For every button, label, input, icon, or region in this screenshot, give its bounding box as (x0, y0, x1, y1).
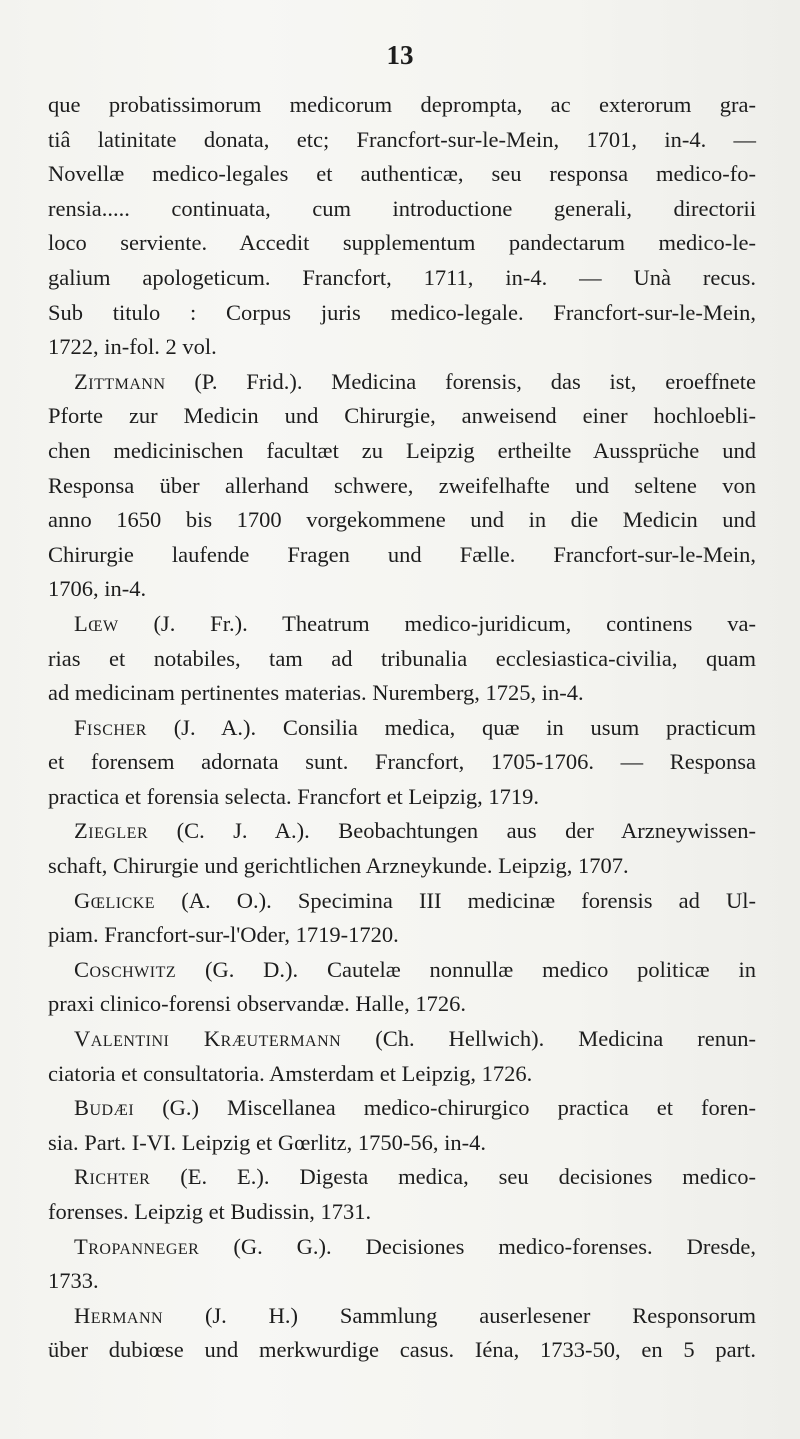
author-name: Richter (74, 1164, 151, 1190)
line-text: rias et notabiles, tam ad tribunalia ecclesiastica-civilia, quam (48, 645, 756, 671)
line-text: Chirurgie laufende Fragen und Fælle. Francfort-sur-le-Mein, (48, 541, 756, 567)
entry-first-line (48, 814, 756, 849)
text-line (48, 676, 756, 711)
text-line (48, 1057, 756, 1092)
text-line (48, 780, 756, 815)
line-text: (J. A.). Consilia medica, quæ in usum practicum (146, 714, 756, 740)
text-line (48, 469, 756, 504)
line-text: 1706, in-4. (48, 576, 147, 602)
line-text: ad medicinam pertinentes materias. Nuremberg, 1725, in-4. (48, 680, 584, 706)
line-text: loco serviente. Accedit supplementum pandectarum medico-le- (48, 230, 756, 256)
text-line (48, 572, 756, 607)
page-number: 13 (386, 40, 414, 70)
line-text: practica et forensia selecta. Francfort et Leipzig, 1719. (48, 783, 540, 809)
line-text: (C. J. A.). Beobachtungen aus der Arzneywissen- (148, 818, 756, 844)
text-line (48, 226, 756, 261)
text-line (48, 123, 756, 158)
text-line (48, 1195, 756, 1230)
line-text: tiâ latinitate donata, etc; Francfort-sur-le-Mein, 1701, in-4. — (48, 126, 756, 152)
line-text: Sub titulo : Corpus juris medico-legale. Francfort-sur-le-Mein, (48, 299, 756, 325)
line-text: ciatoria et consultatoria. Amsterdam et Leipzig, 1726. (48, 1060, 533, 1086)
line-text: (G. G.). Decisiones medico-forenses. Dresde, (199, 1233, 756, 1259)
line-text: galium apologeticum. Francfort, 1711, in-4. — Unà recus. (48, 264, 756, 290)
text-line (48, 918, 756, 953)
entry-first-line (48, 1299, 756, 1334)
text-line (48, 538, 756, 573)
line-text: que probatissimorum medicorum deprompta, ac exterorum gra- (48, 92, 756, 117)
line-text: Responsa über allerhand schwere, zweifelhafte und seltene von (48, 472, 756, 498)
text-line (48, 88, 756, 123)
entry-first-line (48, 884, 756, 919)
author-name: Gœlicke (74, 887, 156, 913)
line-text: praxi clinico-forensi observandæ. Halle, 1726. (48, 991, 467, 1017)
text-line (48, 157, 756, 192)
text-line (48, 296, 756, 331)
text-line (48, 987, 756, 1022)
entry-first-line (48, 607, 756, 642)
author-name: Hermann (74, 1302, 164, 1328)
line-text: rensia..... continuata, cum introductione generali, directorii (48, 195, 756, 221)
line-text: (A. O.). Specimina III medicinæ forensis ad Ul- (155, 887, 756, 913)
author-name: Tropanneger (74, 1233, 200, 1259)
text-line (48, 745, 756, 780)
line-text: Novellæ medico-legales et authenticæ, seu responsa medico-fo- (48, 161, 756, 187)
text-line (48, 330, 756, 365)
line-text: Pforte zur Medicin und Chirurgie, anweisend einer hochloebli- (48, 403, 756, 429)
text-line (48, 1333, 756, 1368)
entry-first-line (48, 1022, 756, 1057)
line-text: piam. Francfort-sur-l'Oder, 1719-1720. (48, 922, 399, 948)
line-text: (J. H.) Sammlung auserlesener Responsorum (163, 1302, 756, 1328)
entry-first-line (48, 1160, 756, 1195)
entry-first-line (48, 711, 756, 746)
line-text: über dubiœse und merkwurdige casus. Iéna, 1733-50, en 5 part. (48, 1337, 756, 1363)
line-text: et forensem adornata sunt. Francfort, 1705-1706. — Responsa (48, 749, 756, 775)
author-name: Zittmann (74, 368, 166, 394)
line-text: schaft, Chirurgie und gerichtlichen Arzneykunde. Leipzig, 1707. (48, 853, 629, 879)
text-line (48, 399, 756, 434)
text-line (48, 192, 756, 227)
text-line (48, 434, 756, 469)
bibliography-text (48, 88, 756, 1368)
author-name: Coschwitz (74, 956, 177, 982)
line-text: (G. D.). Cautelæ nonnullæ medico politicæ in (176, 956, 756, 982)
line-text: chen medicinischen facultæt zu Leipzig ertheilte Aussprüche und (48, 437, 756, 463)
author-name: Lœw (74, 610, 119, 636)
text-line (48, 503, 756, 538)
entry-first-line (48, 365, 756, 400)
author-name: Ziegler (74, 818, 149, 844)
line-text: 1722, in-fol. 2 vol. (48, 334, 217, 360)
line-text: (Ch. Hellwich). Medicina renun- (341, 1026, 756, 1052)
line-text: anno 1650 bis 1700 vorgekommene und in die Medicin und (48, 507, 756, 533)
text-line (48, 261, 756, 296)
line-text: sia. Part. I-VI. Leipzig et Gœrlitz, 1750-56, in-4. (48, 1129, 487, 1155)
entry-first-line (48, 953, 756, 988)
line-text: (J. Fr.). Theatrum medico-juridicum, continens va- (118, 610, 756, 636)
line-text: (E. E.). Digesta medica, seu decisiones medico- (150, 1164, 756, 1190)
entry-first-line (48, 1230, 756, 1265)
entry-first-line (48, 1091, 756, 1126)
text-line (48, 1264, 756, 1299)
text-line (48, 642, 756, 677)
line-text: 1733. (48, 1268, 99, 1294)
line-text: (G.) Miscellanea medico-chirurgico practica et foren- (134, 1095, 756, 1121)
author-name: Budæi (74, 1095, 135, 1121)
line-text: (P. Frid.). Medicina forensis, das ist, eroeffnete (165, 368, 756, 394)
author-name: Fischer (74, 714, 147, 740)
text-line (48, 1126, 756, 1161)
author-name: Valentini Kræutermann (74, 1026, 342, 1052)
line-text: forenses. Leipzig et Budissin, 1731. (48, 1199, 372, 1224)
text-line (48, 849, 756, 884)
